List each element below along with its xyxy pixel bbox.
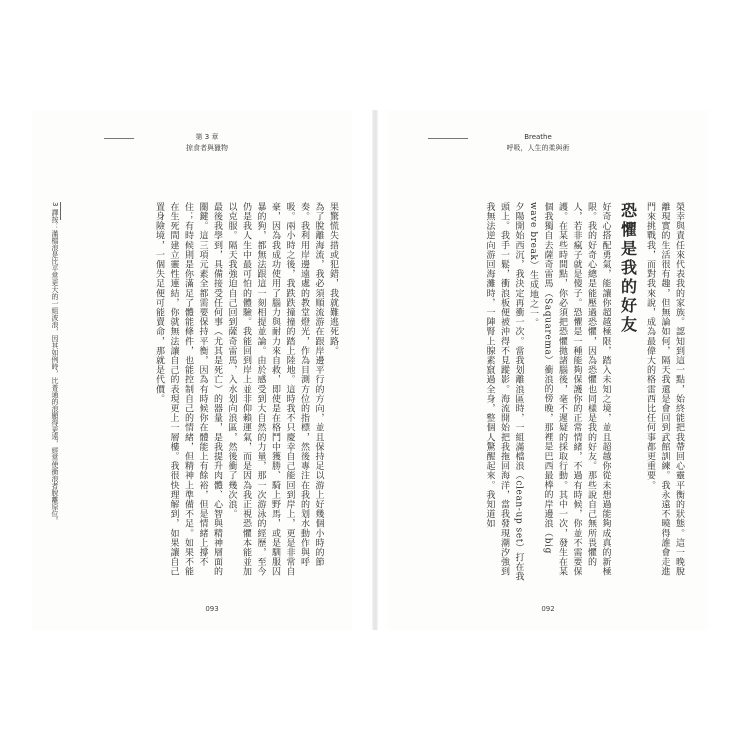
paragraph: 果驚慌失措或犯錯，我就難逃死路。 [328, 202, 338, 356]
intro-paragraph: 榮幸與責任來代表我的家族。認知到這一點，始終能把我帶回心靈平衡的狀態。這一晚脫離現實的生活很有趣，但無論如何，隔天我還是會回到武館訓練。我永遠不曉得誰會走進門來挑戰我，而對我來說，成為最偉大的格雷西比任何事都更重要。 [645, 202, 684, 577]
chapter-title: 掠食者與獵物 [186, 144, 228, 152]
section-heading: 恐懼是我的好友 [618, 202, 638, 335]
page-number: 092 [541, 605, 555, 613]
paragraph: 夕陽開始西沉，我決定再衝一次。當我划離浪區時，一組滿檔浪（clean-up set）打在我頭上。我手一鬆，衝浪板便被沖得不見蹤影。海流開始把我拖回海洋，當我發現潮汐強到我無法逆向游回海灘時，一陣腎上腺素竄過全身，整個人驚醒起來。我知道如 [484, 202, 524, 582]
paragraph: 最後我學到，具備接受任何事（尤其是死亡）的器量，是我提升肉體、心智與精神層面的關鍵。這三項元素全都需要保持平衡，因為有時候你在體能上有餘裕，但是情緒上撐不住；有時候則是你滿足了體能條件，也能控制自己的情緒，但精神上準備不足。如果不能在生死間建立靈性連結，你就無法讓自己的表現更上一層樓。我很快理解到，如果讓自己置身險境，一個失足便可能賣命，那就是代價。 [154, 202, 222, 577]
body-text-left [78, 202, 340, 582]
running-head-english: Breathe [524, 133, 552, 141]
header-rule [104, 138, 134, 139]
paragraph: 為了脫離海流，我必須順流游在跟岸邊平行的方向，並且保持足以游上好幾個小時的節奏。我利用岸邊遠處的教堂燈光，作為目測方位的指標，然後專注在我的划水動作與呼吸。兩小時之後，我跌跌撞撞的踏上陸地。這時我不只慶幸自己能回到岸上，更是非常自豪，因為我成功使用了腦力與耐力來自救，即使是在格鬥中獲勝、騎上野馬，或是馴服囚暴的狗，都無法跟這一刻相提並論。由於感受到大自然的力量，那一次游泳的經歷，至今仍是我人生中最可怕的體驗。我能回到岸上並非仰賴運氣，而是因為我正視恐懼本能並加以克服。隔天我強迫自己回到薩奇雷馬，入水划向浪區，然後衝了幾次浪。 [226, 202, 324, 577]
header-rule [428, 138, 468, 139]
page-093 [32, 110, 352, 630]
book-gutter [372, 110, 378, 630]
running-head [132, 132, 282, 154]
footnote: 3 譯按：滿檔浪是比平常更大的一組波浪，因其如例時，比普通的浪顯得更遠，經常使衝浪者脫離原位。 [51, 202, 59, 524]
footnote-rule [60, 202, 61, 220]
page-092 [388, 110, 708, 630]
body-text-right [396, 202, 686, 582]
running-head [463, 132, 613, 154]
paragraph: 好奇心搭配勇氣，能讓你超越極限，踏入未知之境，並且超越你從未想過能夠成真的新極限。我的好奇心總是能壓過恐懼，因為恐懼也同樣是我的好友。那些說自己無所畏懼的人，若非瘋子就是傻子。恐懼是一種能夠保護你的正常情緒，不過有時候，你並不需要保護。在某些時間點，你必須把恐懼拋諸腦後，毫不遲疑的採取行動。其中一次，發生在某個我獨自去薩奇雷馬（Saquarema）衝浪的傍晚，那裡是巴西最棒的岸邊浪（big wave break）生成地之一。 [528, 202, 611, 577]
running-head-chinese: 呼吸，人生的柔與術 [506, 144, 570, 152]
chapter-number: 第 3 章 [195, 133, 219, 141]
page-number: 093 [205, 605, 219, 613]
